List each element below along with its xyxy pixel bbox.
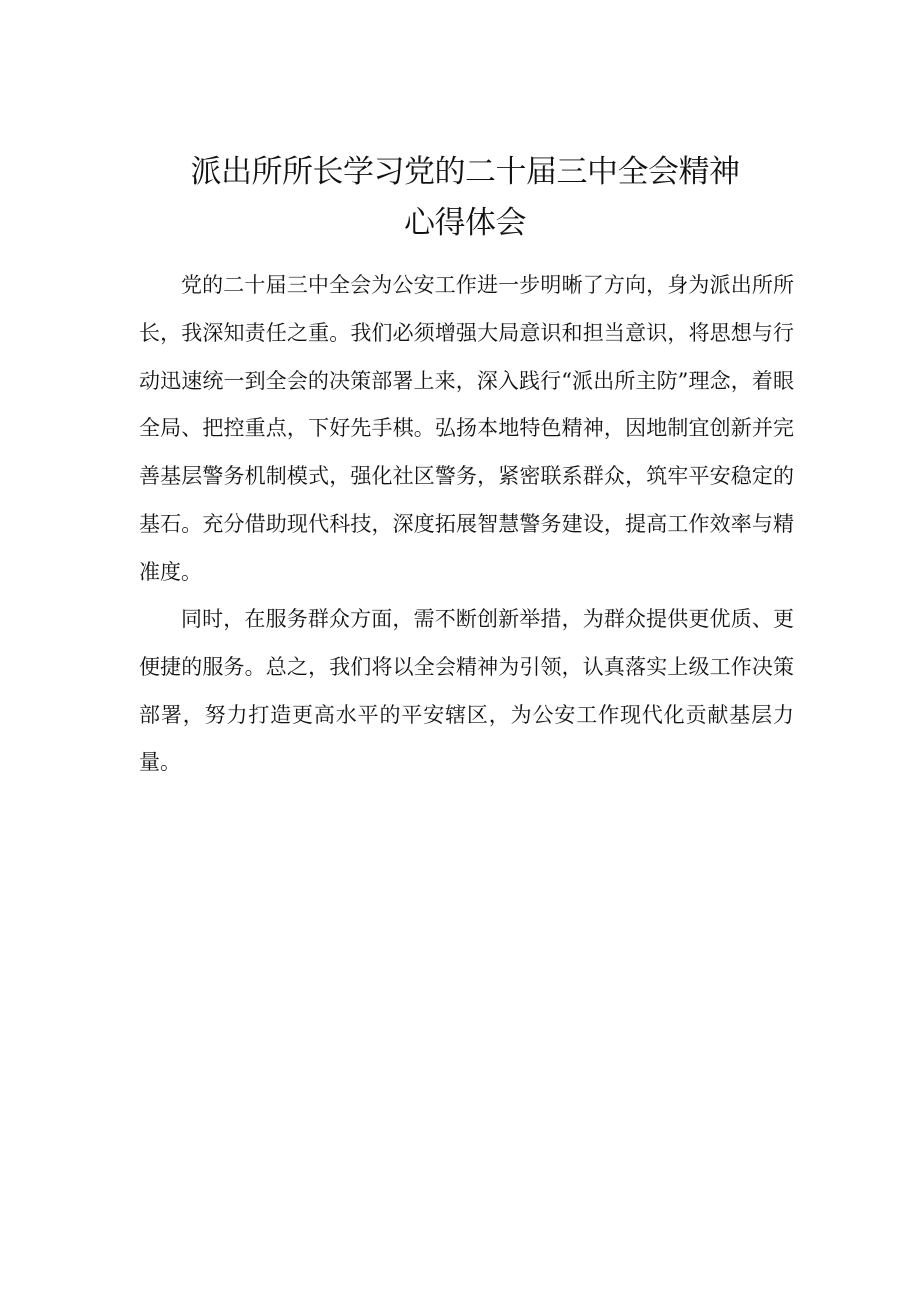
body-paragraph-1: 党的二十届三中全会为公安工作进一步明晰了方向，身为派出所所长，我深知责任之重。我们必须增强大局意识和担当意识，将思想与行动迅速统一到全会的决策部署上来，深入践行“派出所主防”理念，着眼全局、把控重点，下好先手棋。弘扬本地特色精神，因地制宜创新并完善基层警务机制模式，强化社区警务，紧密联系群众，筑牢平安稳定的基石。充分借助现代科技，深度拓展智慧警务建设，提高工作效率与精准度。 [139,273,794,584]
body-paragraph-2: 同时，在服务群众方面，需不断创新举措，为群众提供更优质、更便捷的服务。总之，我们将以全会精神为引领，认真落实上级工作决策部署，努力打造更高水平的平安辖区，为公安工作现代化贡献基层力量。 [139,607,794,775]
document-title-line-2: 心得体会 [404,205,526,241]
document-title-line-1: 派出所所长学习党的二十届三中全会精神 [190,154,740,190]
